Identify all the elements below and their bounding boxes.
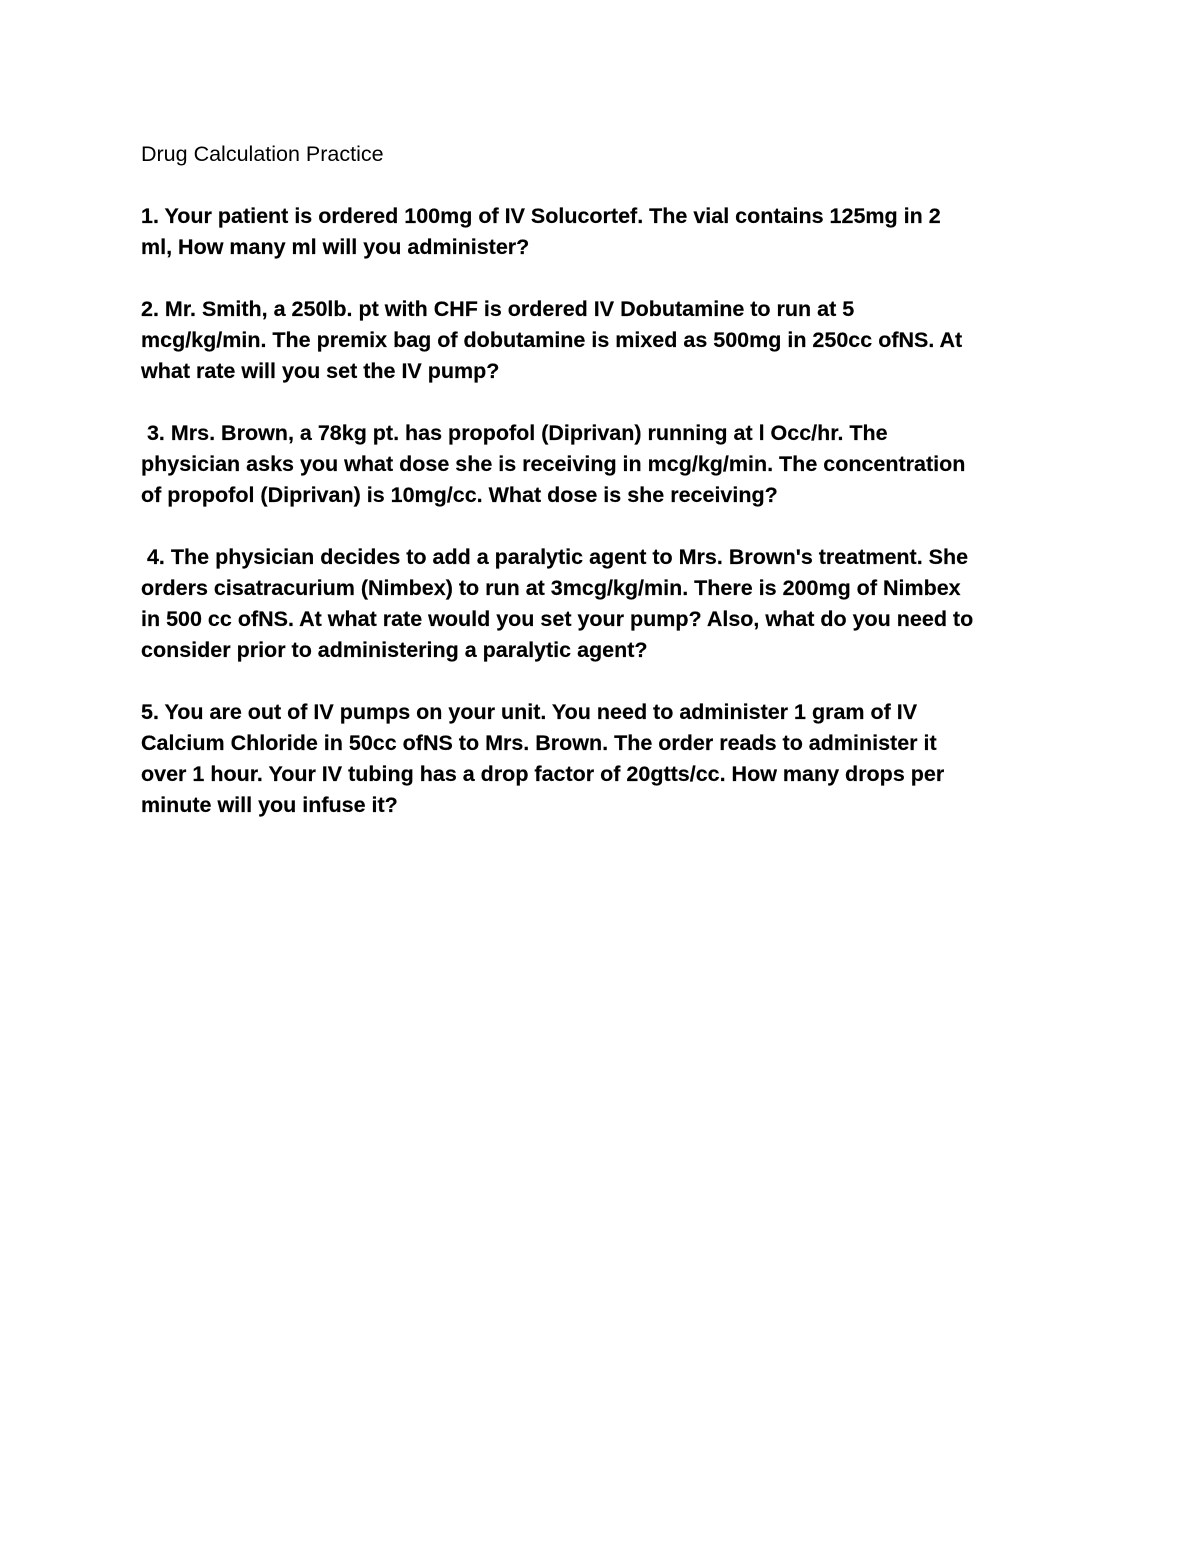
question-5-line-1: 5. You are out of IV pumps on your unit. You need to administer 1 gram of IV (141, 700, 918, 724)
question-5-line-2: Calcium Chloride in 50cc ofNS to Mrs. Brown. The order reads to administer it (141, 731, 937, 755)
question-2-line-1: 2. Mr. Smith, a 250lb. pt with CHF is ordered IV Dobutamine to run at 5 (141, 297, 855, 321)
question-4-line-1: 4. The physician decides to add a paralytic agent to Mrs. Brown's treatment. She (141, 545, 969, 569)
question-4 (141, 542, 1071, 666)
document-title: Drug Calculation Practice (141, 142, 384, 166)
question-3-line-2: physician asks you what dose she is receiving in mcg/kg/min. The concentration (141, 452, 966, 476)
question-3-line-1: 3. Mrs. Brown, a 78kg pt. has propofol (Diprivan) running at l Occ/hr. The (141, 421, 888, 445)
question-4-line-2: orders cisatracurium (Nimbex) to run at 3mcg/kg/min. There is 200mg of Nimbex (141, 576, 961, 600)
question-3 (141, 418, 1071, 511)
question-1-line-1: 1. Your patient is ordered 100mg of IV Solucortef. The vial contains 125mg in 2 (141, 204, 941, 228)
question-5-line-4: minute will you infuse it? (141, 793, 398, 817)
document-body (141, 139, 1071, 852)
question-4-line-4: consider prior to administering a paralytic agent? (141, 638, 648, 662)
question-5 (141, 697, 1071, 821)
question-1 (141, 201, 1071, 263)
question-1-line-2: ml, How many ml will you administer? (141, 235, 530, 259)
question-2-line-3: what rate will you set the IV pump? (141, 359, 500, 383)
question-4-line-3: in 500 cc ofNS. At what rate would you set your pump? Also, what do you need to (141, 607, 974, 631)
question-3-line-3: of propofol (Diprivan) is 10mg/cc. What dose is she receiving? (141, 483, 778, 507)
question-2-line-2: mcg/kg/min. The premix bag of dobutamine is mixed as 500mg in 250cc ofNS. At (141, 328, 963, 352)
question-5-line-3: over 1 hour. Your IV tubing has a drop factor of 20gtts/cc. How many drops per (141, 762, 945, 786)
question-2 (141, 294, 1071, 387)
